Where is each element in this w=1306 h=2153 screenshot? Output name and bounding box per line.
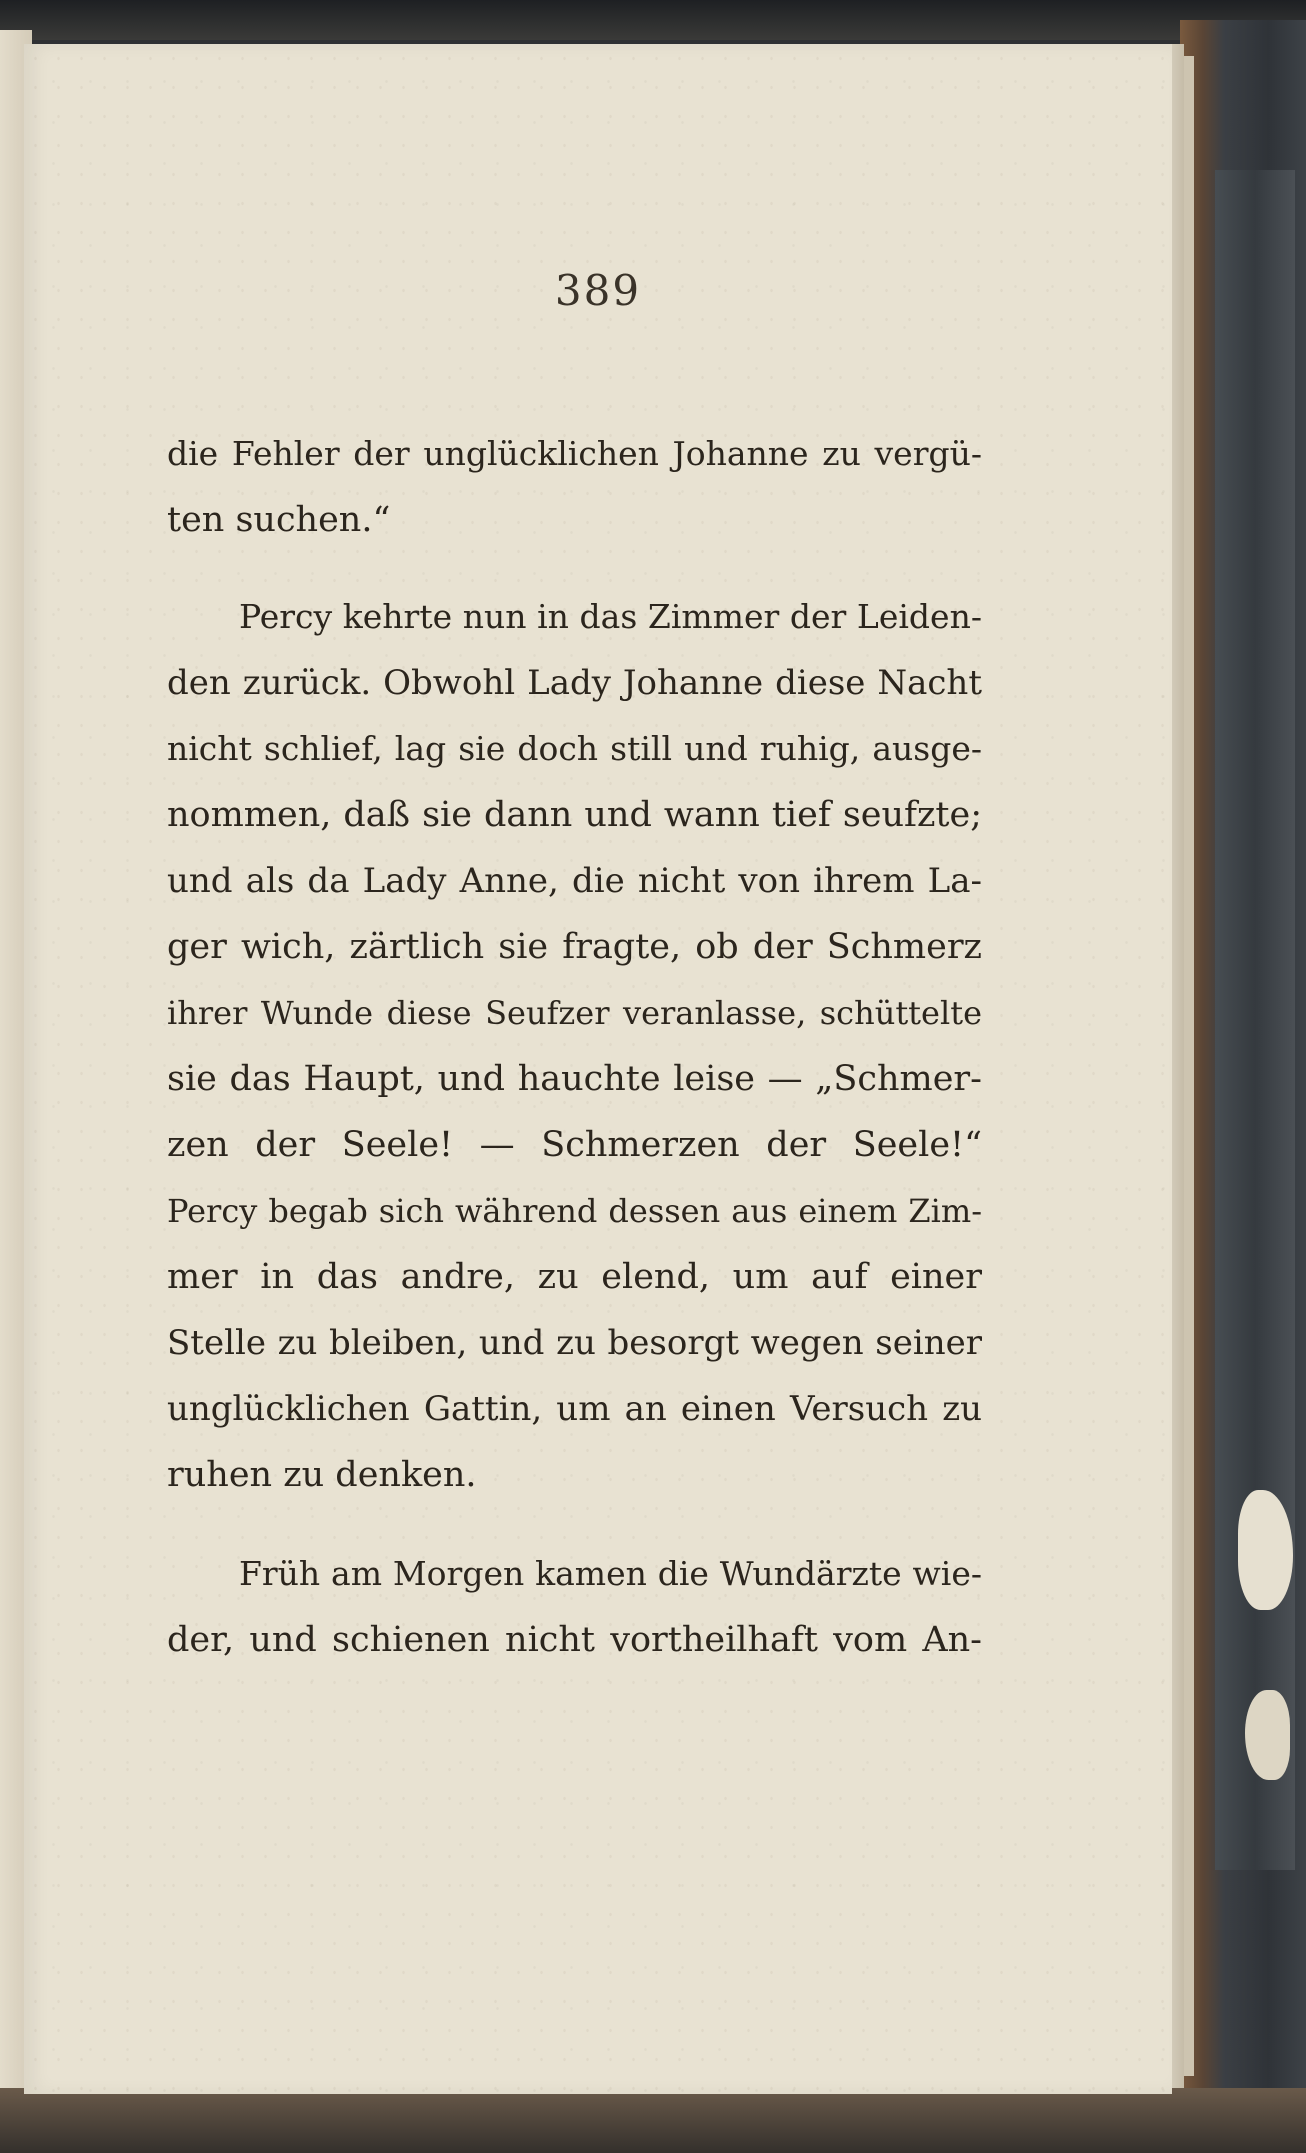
text-line: der, und schienen nicht vortheilhaft vom An- [167,1620,982,1660]
text-line: ger wich, zärtlich sie fragte, ob der Schmerz [167,927,982,967]
cover-wear-spot [1245,1690,1290,1780]
book-spine-cloth [1215,170,1295,1870]
text-line: unglücklichen Gattin, um an einen Versuch zu [167,1389,982,1429]
text-line: ruhen zu denken. [167,1455,477,1495]
text-line: mer in das andre, zu elend, um auf einer [167,1257,982,1297]
text-line: ten suchen.“ [167,500,391,540]
text-line: Früh am Morgen kamen die Wundärzte wie- [239,1554,982,1593]
scan-background-top [0,0,1306,40]
book-page [24,44,1172,2094]
page-stack-edge [1184,56,1194,2076]
page-number: 389 [554,266,642,315]
text-line: den zurück. Obwohl Lady Johanne diese Nacht [167,663,982,703]
text-line: zen der Seele! — Schmerzen der Seele!“ [167,1125,982,1165]
text-line: Percy kehrte nun in das Zimmer der Leiden- [239,597,982,636]
text-line: nommen, daß sie dann und wann tief seufzte; [167,795,982,835]
text-line: sie das Haupt, und hauchte leise — „Schmer- [167,1059,982,1099]
text-line: und als da Lady Anne, die nicht von ihrem La- [167,861,982,901]
text-line: Stelle zu bleiben, und zu besorgt wegen seiner [167,1323,982,1363]
text-line: ihrer Wunde diese Seufzer veranlasse, schüttelte [167,994,982,1032]
text-line: die Fehler der unglücklichen Johanne zu vergü- [167,434,982,473]
text-line: Percy begab sich während dessen aus einem Zim- [167,1192,982,1230]
scan-background-bottom [0,2088,1306,2153]
text-line: nicht schlief, lag sie doch still und ruhig, ausge- [167,729,982,768]
